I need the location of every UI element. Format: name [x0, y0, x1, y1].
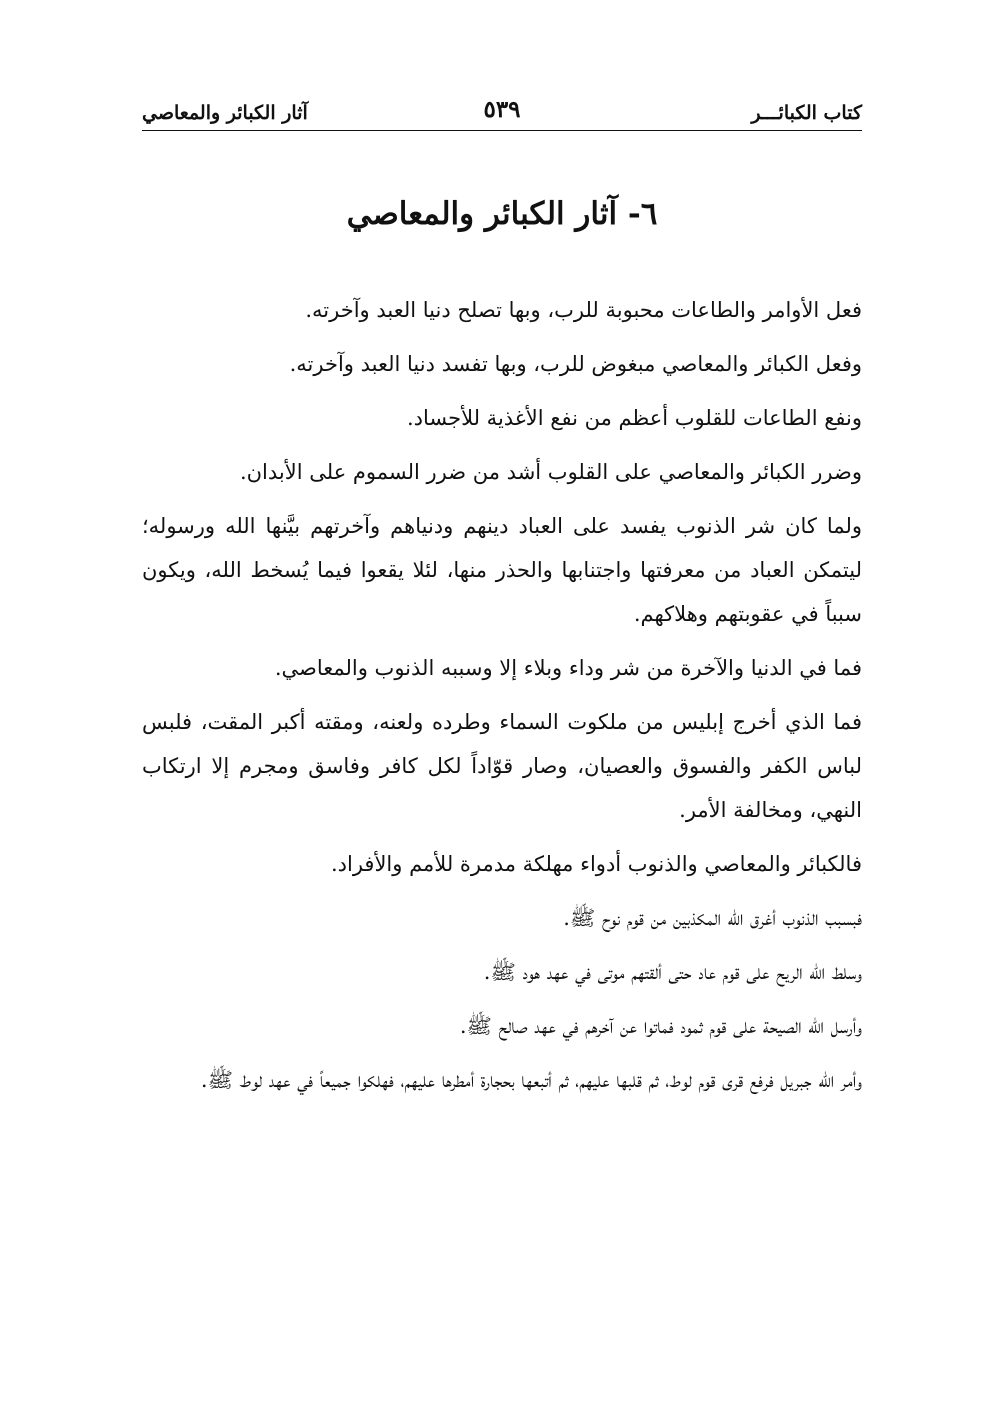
paragraph: وأرسل الله الصيحة على قوم ثمود فماتوا عن آخرهم في عهد صالح ﷺ. — [459, 1014, 862, 1038]
paragraph: وضرر الكبائر والمعاصي على القلوب أشد من ضرر السموم على الأبدان. — [239, 460, 862, 484]
book-title: كتاب الكبائـــر — [751, 102, 862, 124]
body-text — [142, 288, 862, 1112]
paragraph: وفعل الكبائر والمعاصي مبغوض للرب، وبها تفسد دنيا العبد وآخرته. — [289, 352, 862, 376]
paragraph: ولما كان شر الذنوب يفسد على العباد دينهم ودنياهم وآخرتهم بيَّنها الله ورسوله؛ ليتمكن العباد من معرفتها واجتنابها والحذر منها، لئلا يقعوا فيما يُسخط الله، ويكون سبباً في عقوبتهم وهلاكهم. — [142, 514, 862, 626]
paragraph: وسلط الله الريح على قوم عاد حتى ألقتهم موتى في عهد هود ﷺ. — [483, 960, 862, 984]
section-title-header: آثار الكبائر والمعاصي — [142, 102, 308, 124]
paragraph: فما الذي أخرج إبليس من ملكوت السماء وطرده ولعنه، ومقته أكبر المقت، فلبس لباس الكفر والفسوق والعصيان، وصار قوّاداً لكل كافر وفاسق ومجرم إلا ارتكاب النهي، ومخالفة الأمر. — [142, 710, 862, 822]
paragraph: فبسبب الذنوب أغرق الله المكذبين من قوم نوح ﷺ. — [563, 906, 862, 930]
paragraph: ونفع الطاعات للقلوب أعظم من نفع الأغذية للأجساد. — [406, 406, 862, 430]
page-number: ٥٣٩ — [483, 96, 521, 123]
paragraph: فعل الأوامر والطاعات محبوبة للرب، وبها تصلح دنيا العبد وآخرته. — [305, 298, 862, 322]
paragraph: وأمر الله جبريل فرفع قرى قوم لوط، ثم قلبها عليهم، ثم أتبعها بحجارة أمطرها عليهم، فهلكوا جميعاً في عهد لوط ﷺ. — [200, 1068, 862, 1092]
paragraph: فالكبائر والمعاصي والذنوب أدواء مهلكة مدمرة للأمم والأفراد. — [330, 852, 862, 876]
paragraph: فما في الدنيا والآخرة من شر وداء وبلاء إلا وسببه الذنوب والمعاصي. — [274, 656, 862, 680]
running-header — [142, 96, 862, 130]
header-divider — [142, 130, 862, 131]
chapter-title: ٦- آثار الكبائر والمعاصي — [346, 196, 658, 232]
